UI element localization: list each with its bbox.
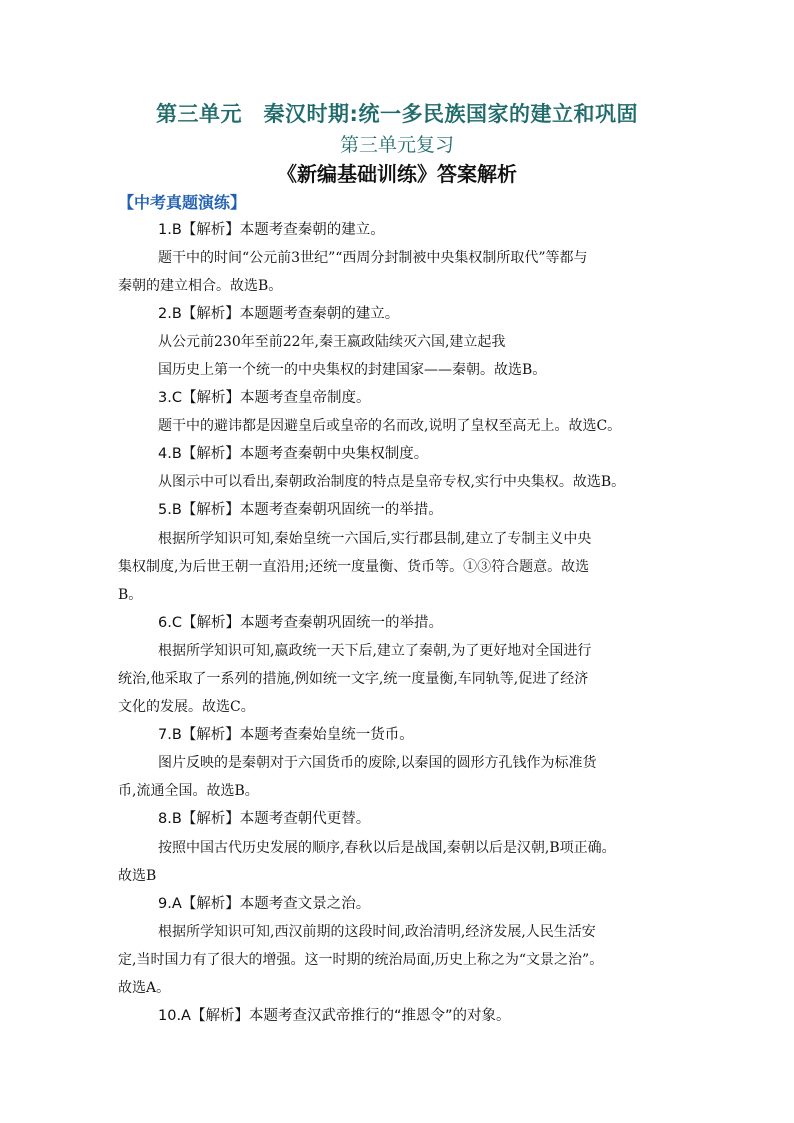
answer-line: 秦朝的建立相合。故选B。 bbox=[118, 278, 283, 294]
unit-subtitle: 第三单元复习 bbox=[339, 134, 454, 156]
answer-line: 国历史上第一个统一的中央集权的封建国家——秦朝。故选B。 bbox=[158, 362, 547, 378]
answer-line: 7.B【解析】本题考查秦始皇统一货币。 bbox=[158, 727, 414, 743]
answer-line: 根据所学知识可知,嬴政统一天下后,建立了秦朝,为了更好地对全国进行 bbox=[158, 643, 592, 659]
answer-line: 故选A。 bbox=[118, 980, 171, 996]
answer-line: B。 bbox=[118, 587, 143, 603]
answer-line: 故选B bbox=[118, 868, 157, 884]
answer-line: 6.C【解析】本题考查秦朝巩固统一的举措。 bbox=[158, 615, 443, 631]
answer-line: 文化的发展。故选C。 bbox=[118, 699, 255, 715]
answer-line: 从图示中可以看出,秦朝政治制度的特点是皇帝专权,实行中央集权。故选B。 bbox=[158, 474, 626, 490]
answer-line: 2.B【解析】本题题考查秦朝的建立。 bbox=[158, 306, 400, 322]
answer-line: 题干中的避讳都是因避皇后或皇帝的名而改,说明了皇权至高无上。故选C。 bbox=[158, 418, 622, 434]
answer-line: 定,当时国力有了很大的增强。这一时期的统治局面,历史上称之为“文景之治”。 bbox=[118, 952, 604, 968]
answer-line: 图片反映的是秦朝对于六国货币的废除,以秦国的圆形方孔钱作为标准货 bbox=[158, 755, 597, 771]
answer-line: 从公元前230年至前22年,秦王嬴政陆续灭六国,建立起我 bbox=[158, 334, 506, 350]
answer-line: 集权制度,为后世王朝一直沿用;还统一度量衡、货币等。①③符合题意。故选 bbox=[118, 559, 590, 575]
answer-line: 5.B【解析】本题考查秦朝巩固统一的举措。 bbox=[158, 502, 443, 518]
section-heading: 【中考真题演练】 bbox=[118, 193, 247, 212]
answer-line: 币,流通全国。故选B。 bbox=[118, 783, 259, 799]
answer-line: 9.A【解析】本题考查文景之治。 bbox=[158, 896, 371, 912]
answer-line: 根据所学知识可知,西汉前期的这段时间,政治清明,经济发展,人民生活安 bbox=[158, 924, 596, 940]
document-title: 《新编基础训练》答案解析 bbox=[277, 162, 517, 186]
answer-line: 按照中国古代历史发展的顺序,春秋以后是战国,秦朝以后是汉朝,B项正确。 bbox=[158, 840, 616, 856]
unit-title: 第三单元 秦汉时期:统一多民族国家的建立和巩固 bbox=[156, 102, 638, 126]
answer-line: 10.A【解析】本题考查汉武帝推行的“推恩令”的对象。 bbox=[158, 1008, 511, 1024]
answer-line: 3.C【解析】本题考查皇帝制度。 bbox=[158, 390, 371, 406]
answer-line: 统治,他采取了一系列的措施,例如统一文字,统一度量衡,车同轨等,促进了经济 bbox=[118, 671, 589, 687]
answer-line: 8.B【解析】本题考查朝代更替。 bbox=[158, 811, 371, 827]
answer-line: 根据所学知识可知,秦始皇统一六国后,实行郡县制,建立了专制主义中央 bbox=[158, 531, 592, 547]
answer-line: 4.B【解析】本题考查秦朝中央集权制度。 bbox=[158, 446, 429, 462]
answer-line: 题干中的时间“公元前3世纪”“西周分封制被中央集权制所取代”等都与 bbox=[158, 250, 588, 266]
answer-line: 1.B【解析】本题考查秦朝的建立。 bbox=[158, 222, 385, 238]
